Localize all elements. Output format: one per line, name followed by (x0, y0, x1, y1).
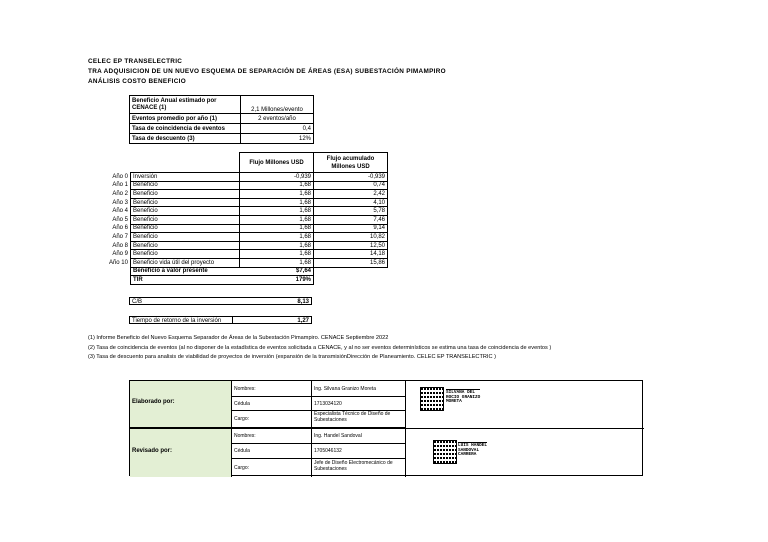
field-key: Nombres: (232, 428, 312, 444)
table-row (88, 215, 388, 224)
signer-line: SILVANA DEL (446, 390, 475, 395)
field-key: Cargo: (232, 411, 312, 428)
prepared-id: 1713034120 (312, 397, 406, 411)
qr-code-icon (420, 387, 444, 411)
digital-signature-prepared (446, 389, 480, 405)
analysis-title: ANÁLISIS COSTO BENEFICIO (88, 78, 186, 85)
acc-cell: 4,10 (314, 198, 388, 207)
year-cell: Año 1 (112, 182, 128, 189)
acc-cell: 12,50 (314, 241, 388, 250)
prepared-name: Ing. Silvana Granizo Moreta (312, 381, 406, 397)
tir-row (88, 276, 388, 285)
acc-cell: 2,42 (314, 190, 388, 199)
table-row (88, 258, 388, 267)
desc-cell: Beneficio (131, 198, 240, 207)
signature-block (129, 380, 643, 476)
desc-cell: Beneficio (131, 224, 240, 233)
param-row (130, 134, 314, 144)
desc-cell: Beneficio (131, 207, 240, 216)
reviewer-position: Jefe de Diseño Electromecánico de Subestaciones (312, 459, 406, 477)
flow-cell: 1,68 (240, 233, 314, 242)
present-value-label: Beneficio a valor presente (131, 267, 240, 276)
desc-cell: Beneficio (131, 233, 240, 242)
signer-line: CARRERA (458, 452, 477, 458)
param-label: Eventos promedio por año (1) (130, 114, 241, 124)
return-time-label: Tiempo de retorno de la inversión (129, 316, 233, 324)
year-cell: Año 10 (108, 259, 128, 266)
desc-cell: Beneficio (131, 181, 240, 190)
table-row (88, 241, 388, 250)
reviewer-id: 1705046132 (312, 444, 406, 459)
param-row (130, 96, 314, 114)
flow-cell: 1,68 (240, 181, 314, 190)
table-row (88, 173, 388, 182)
param-row (130, 114, 314, 124)
signer-line: LUIS HANDEL (458, 443, 487, 448)
flow-cell: 1,68 (240, 207, 314, 216)
year-cell: Año 2 (112, 190, 128, 197)
flow-header-row (88, 153, 388, 173)
flow-cell: 1,68 (240, 250, 314, 259)
parameters-table (129, 95, 314, 144)
desc-cell: Beneficio (131, 190, 240, 199)
signer-line: ROCIO GRANIZO (446, 394, 481, 400)
acc-cell: 0,74 (314, 181, 388, 190)
desc-cell: Beneficio (131, 250, 240, 259)
param-value: 2,1 Millones/evento (241, 96, 314, 114)
year-cell: Año 7 (112, 233, 128, 240)
qr-code-icon (433, 440, 457, 464)
param-label: Beneficio Anual estimado por CENACE (1) (130, 96, 241, 114)
desc-cell: Beneficio vida útil del proyecto (131, 258, 240, 267)
digital-signature-reviewer (458, 442, 487, 458)
flow-column-header: Flujo Millones USD (240, 153, 314, 173)
param-label: Tasa de coincidencia de eventos (130, 124, 241, 134)
field-key: Nombres: (232, 381, 312, 397)
param-row (130, 124, 314, 134)
param-value: 2 eventos/año (241, 114, 314, 124)
flow-cell: -0,939 (240, 173, 314, 182)
desc-cell: Beneficio (131, 215, 240, 224)
table-row (88, 181, 388, 190)
signer-line: MORETA (446, 399, 462, 405)
prepared-by-label: Elaborado por: (132, 399, 175, 405)
flow-cell: 1,68 (240, 198, 314, 207)
project-title: TRA ADQUISICION DE UN NUEVO ESQUEMA DE SEPARACIÓN DE ÁREAS (ESA) SUBESTACIÓN PIMAMPIRO (88, 68, 446, 75)
return-time-value: 1,27 (233, 316, 312, 324)
table-row (88, 250, 388, 259)
company-title: CELEC EP TRANSELECTRIC (88, 58, 183, 65)
year-cell: Año 9 (112, 251, 128, 258)
desc-cell: Beneficio (131, 241, 240, 250)
tir-value: 179% (240, 276, 314, 285)
acc-cell: 5,78 (314, 207, 388, 216)
table-row (88, 198, 388, 207)
signer-line: SANDOVAL (458, 447, 480, 453)
footnotes (88, 334, 551, 363)
year-cell: Año 8 (112, 242, 128, 249)
footnote: (1) Informe Beneficio del Nuevo Esquema Separador de Áreas de la Subestación Pimampiro. CENACE Septiembre 2022 (88, 335, 389, 341)
acc-cell: 9,14 (314, 224, 388, 233)
year-cell: Año 4 (112, 208, 128, 215)
acc-cell: 10,82 (314, 233, 388, 242)
field-key: Cédula (232, 397, 312, 411)
cb-label: C/B (129, 297, 233, 305)
year-cell: Año 0 (112, 173, 128, 180)
field-key: Cédula (232, 444, 312, 459)
reviewed-by-label: Revisado por: (132, 448, 173, 454)
flow-cell: 1,68 (240, 258, 314, 267)
field-key: Cargo: (232, 459, 312, 477)
param-value: 12% (241, 134, 314, 144)
acc-cell: -0,939 (314, 173, 388, 182)
flow-cell: 1,68 (240, 224, 314, 233)
acc-cell: 7,46 (314, 215, 388, 224)
flow-cell: 1,68 (240, 190, 314, 199)
table-row (88, 233, 388, 242)
table-row (88, 224, 388, 233)
accumulated-column-header: Flujo acumulado Millones USD (314, 153, 388, 173)
year-cell: Año 6 (112, 225, 128, 232)
present-value-row (88, 267, 388, 276)
year-cell: Año 3 (112, 199, 128, 206)
prepared-position: Especialista Técnico de Diseño de Subestaciones (312, 411, 406, 428)
cash-flow-table (88, 152, 388, 285)
flow-cell: 1,68 (240, 241, 314, 250)
footnote: (2) Tasa de coincidencia de eventos (al no disponer de la estadística de eventos solicitada a CENACE, y al no ser eventos determinísticos se estima una tasa de coincidencia de eventos ) (88, 344, 552, 351)
year-cell: Año 5 (112, 216, 128, 223)
flow-cell: 1,68 (240, 215, 314, 224)
acc-cell: 15,86 (314, 258, 388, 267)
param-label: Tasa de descuento (3) (130, 134, 241, 144)
tir-label: TIR (131, 276, 240, 285)
present-value: $7,64 (240, 267, 314, 276)
reviewer-name: Ing. Handel Sandoval (312, 428, 406, 444)
table-row (88, 190, 388, 199)
param-value: 0,4 (241, 124, 314, 134)
acc-cell: 14,18 (314, 250, 388, 259)
footnote: (3) Tasa de descuento para analisis de viabilidad de proyectos de inversión (expansión de la transmisiónDirección de Planeamiento. CELEC EP TRANSELECTRIC ) (88, 354, 496, 360)
table-row (88, 207, 388, 216)
desc-cell: Inversión (131, 173, 240, 182)
cb-value: 8,13 (233, 297, 312, 305)
